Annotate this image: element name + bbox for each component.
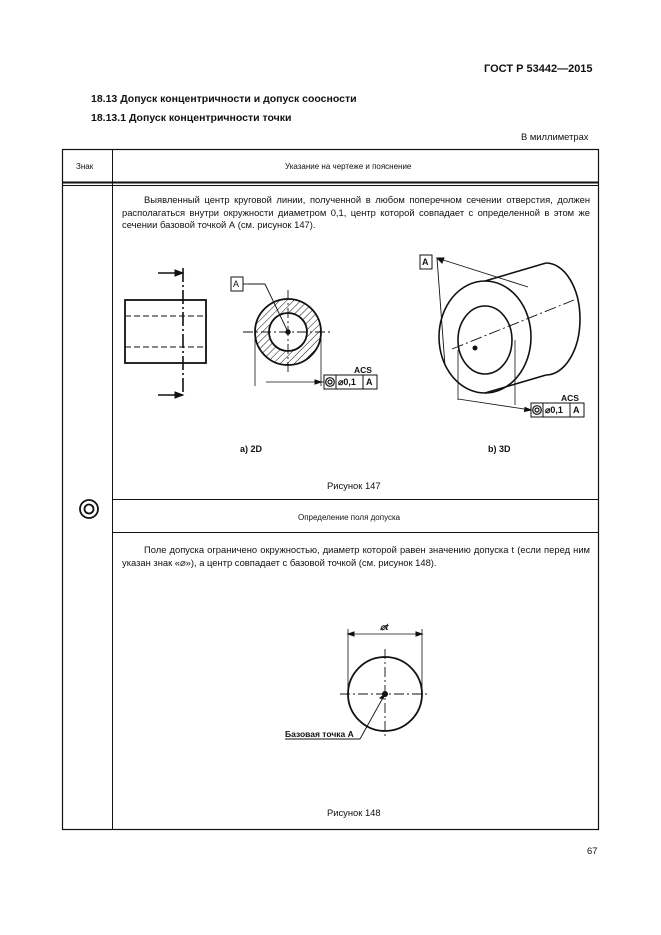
datum-ref-2d: A [366, 377, 373, 387]
acs-label-3d: ACS [561, 393, 579, 403]
label-2d: а) 2D [240, 444, 263, 454]
section-title: 18.13 Допуск концентричности и допуск соосности [91, 93, 357, 105]
dim-label-t: ⌀t [380, 622, 389, 632]
tolerance-value-3d: ⌀0,1 [545, 405, 563, 415]
col-header-sign: Знак [76, 162, 94, 171]
row1-description: Выявленный центр круговой линии, полученной в любом поперечном сечении отверстия, должен располагаться внутри окружности диаметром 0,1, центр которой совпадает с определенной в этом же сечении базовой точкой А (см. рисунок 147). [122, 194, 590, 231]
tolerance-zone-subheader: Определение поля допуска [298, 513, 401, 522]
base-point-label: Базовая точка А [285, 729, 354, 739]
figure-147-caption: Рисунок 147 [327, 480, 381, 491]
page-number: 67 [587, 845, 598, 856]
label-3d: b) 3D [488, 444, 511, 454]
datum-label-3d: A [422, 257, 429, 267]
col-header-description: Указание на чертеже и пояснение [285, 162, 412, 171]
units-note: В миллиметрах [521, 131, 589, 142]
tolerance-value-2d: ⌀0,1 [338, 377, 356, 387]
standard-header: ГОСТ Р 53442—2015 [484, 63, 593, 75]
datum-ref-3d: A [573, 405, 580, 415]
section-subtitle: 18.13.1 Допуск концентричности точки [91, 112, 292, 124]
datum-label-2d: A [233, 279, 240, 289]
acs-label-2d: ACS [354, 365, 372, 375]
figure-148-caption: Рисунок 148 [327, 807, 381, 818]
row2-description: Поле допуска ограничено окружностью, диаметр которой равен значению допуска t (если перед ним указан знак «⌀»), а центр совпадает с базовой точкой (см. рисунок 148). [122, 544, 590, 568]
